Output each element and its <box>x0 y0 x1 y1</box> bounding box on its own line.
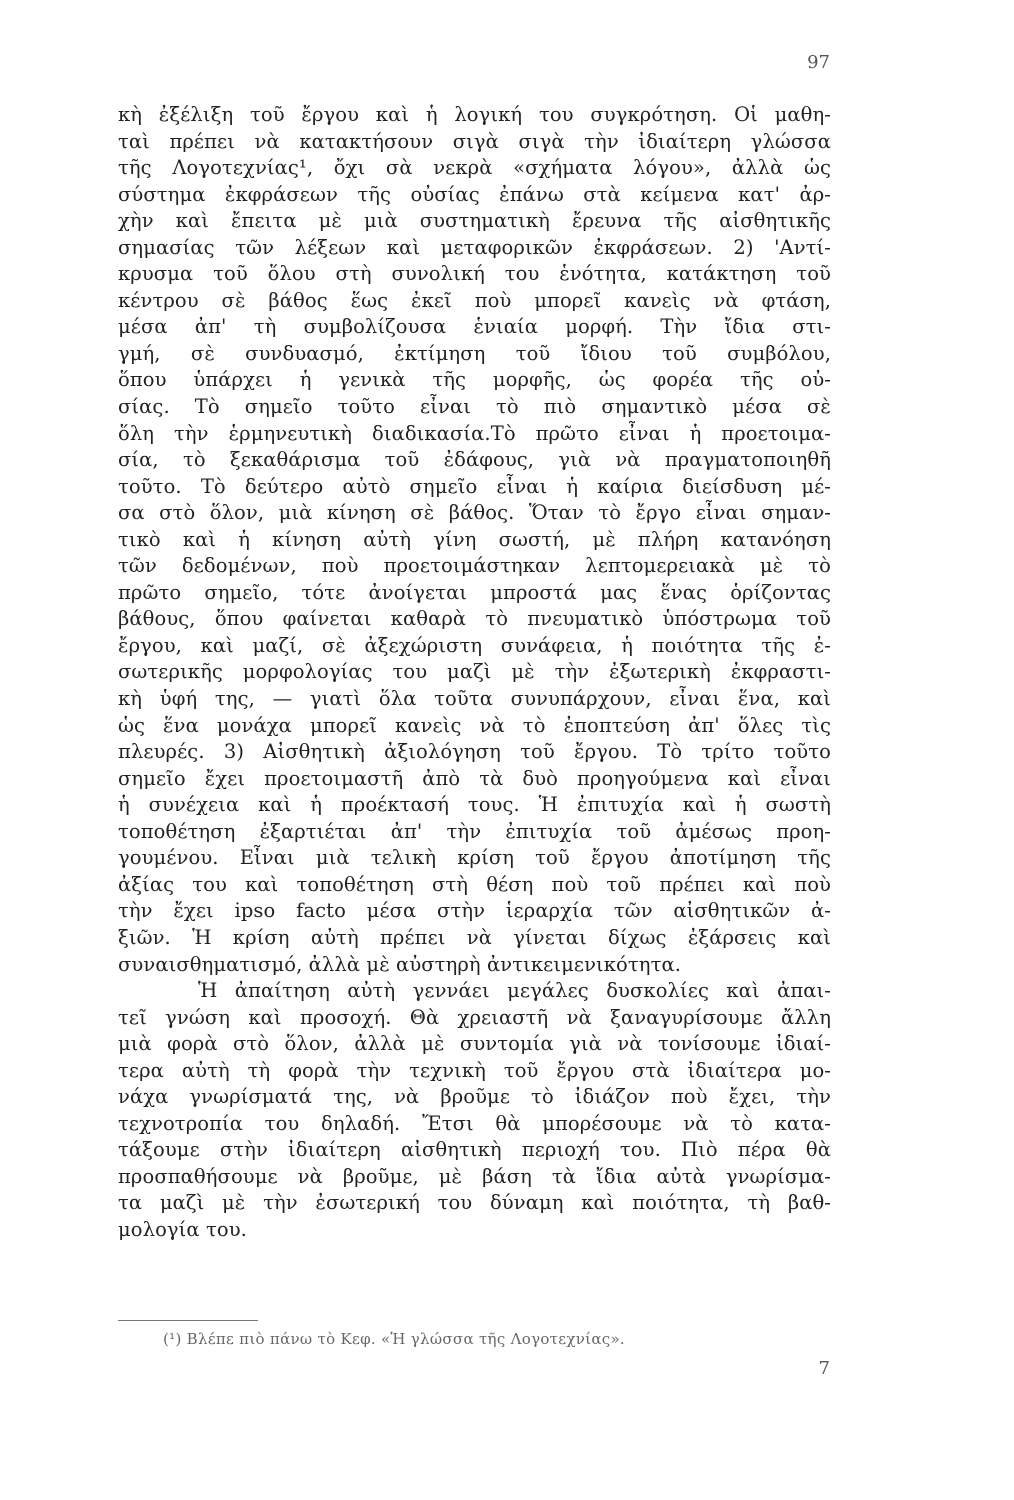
footnote: (¹) Βλέπε πιὸ πάνω τὸ Κεφ. «Ἡ γλώσσα τῆς Λογοτεχνίας». <box>163 1330 625 1348</box>
text-line: τεχνοτροπία του δηλαδή. Ἔτσι θὰ μπορέσουμε νὰ τὸ κατα- <box>118 1111 831 1135</box>
text-line: σωτερικῆς μορφολογίας του μαζὶ μὲ τὴν ἐξωτερικὴ ἐκφραστι- <box>118 660 831 684</box>
text-line: ἡ συνέχεια καὶ ἡ προέκτασή τους. Ἡ ἐπιτυχία καὶ ἡ σωστὴ <box>118 793 831 817</box>
text-line: σημεῖο ἔχει προετοιμαστῆ ἀπὸ τὰ δυὸ προηγούμενα καὶ εἶναι <box>118 766 831 790</box>
page-number: 97 <box>807 52 830 73</box>
text-line: γμή, σὲ συνδυασμό, ἐκτίμηση τοῦ ἴδιου τοῦ συμβόλου, <box>118 341 831 365</box>
text-line: τεῖ γνώση καὶ προσοχή. Θὰ χρειαστῆ νὰ ξαναγυρίσουμε ἄλλη <box>118 1005 831 1029</box>
text-line: σύστημα ἐκφράσεων τῆς οὐσίας ἐπάνω στὰ κείμενα κατ' ἀρ- <box>118 182 831 206</box>
footnote-rule <box>118 1320 258 1321</box>
text-line: σημασίας τῶν λέξεων καὶ μεταφορικῶν ἐκφράσεων. 2) 'Αντί- <box>118 235 831 259</box>
text-line: κέντρου σὲ βάθος ἕως ἐκεῖ ποὺ μπορεῖ κανεὶς νὰ φτάση, <box>118 288 831 312</box>
text-line: χὴν καὶ ἔπειτα μὲ μιὰ συστηματικὴ ἔρευνα τῆς αἰσθητικῆς <box>118 209 831 233</box>
text-line: πλευρές. 3) Αἰσθητικὴ ἀξιολόγηση τοῦ ἔργου. Τὸ τρίτο τοῦτο <box>118 740 831 764</box>
text-line: προσπαθήσουμε νὰ βροῦμε, μὲ βάση τὰ ἴδια αὐτὰ γνωρίσμα- <box>118 1164 831 1188</box>
text-line: κρυσμα τοῦ ὅλου στὴ συνολική του ἑνότητα, κατάκτηση τοῦ <box>118 262 831 286</box>
text-line: ὅπου ὑπάρχει ἡ γενικὰ τῆς μορφῆς, ὡς φορέα τῆς οὐ- <box>118 368 831 392</box>
text-line: τοῦτο. Τὸ δεύτερο αὐτὸ σημεῖο εἶναι ἡ καίρια διείσδυση μέ- <box>118 474 831 498</box>
body-text <box>118 102 831 1244</box>
text-line: τοποθέτηση ἐξαρτιέται ἀπ' τὴν ἐπιτυχία τοῦ ἀμέσως προη- <box>118 819 831 843</box>
text-line: τῶν δεδομένων, ποὺ προετοιμάστηκαν λεπτομερειακὰ μὲ τὸ <box>118 554 831 578</box>
text-line: μολογία του. <box>118 1217 247 1241</box>
text-line: γουμένου. Εἶναι μιὰ τελικὴ κρίση τοῦ ἔργου ἀποτίμηση τῆς <box>118 846 831 870</box>
text-line: κὴ ἐξέλιξη τοῦ ἔργου καὶ ἡ λογική του συγκρότηση. Οἱ μαθη- <box>118 103 831 126</box>
signature-mark: 7 <box>818 1358 830 1379</box>
text-line: Ἡ ἀπαίτηση αὐτὴ γεννάει μεγάλες δυσκολίες καὶ ἀπαι- <box>198 979 831 1003</box>
text-line: συναισθηματισμό, ἀλλὰ μὲ αὐστηρὴ ἀντικειμενικότητα. <box>118 952 682 976</box>
text-line: μέσα ἀπ' τὴ συμβολίζουσα ἑνιαία μορφή. Τὴν ἴδια στι- <box>118 315 831 339</box>
text-line: ἔργου, καὶ μαζί, σὲ ἀξεχώριστη συνάφεια, ἡ ποιότητα τῆς ἐ- <box>118 633 831 657</box>
text-line: τα μαζὶ μὲ τὴν ἐσωτερική του δύναμη καὶ ποιότητα, τὴ βαθ- <box>118 1191 831 1215</box>
text-line: ὅλη τὴν ἑρμηνευτικὴ διαδικασία.Τὸ πρῶτο εἶναι ἡ προετοιμα- <box>118 421 831 445</box>
text-line: ταὶ πρέπει νὰ κατακτήσουν σιγὰ σιγὰ τὴν ἰδιαίτερη γλώσσα <box>118 129 831 153</box>
text-line: βάθους, ὅπου φαίνεται καθαρὰ τὸ πνευματικὸ ὑπόστρωμα τοῦ <box>118 607 831 631</box>
text-line: σία, τὸ ξεκαθάρισμα τοῦ ἐδάφους, γιὰ νὰ πραγματοποιηθῆ <box>118 448 831 472</box>
text-line: τικὸ καὶ ἡ κίνηση αὐτὴ γίνη σωστή, μὲ πλήρη κατανόηση <box>118 527 831 551</box>
text-line: σίας. Τὸ σημεῖο τοῦτο εἶναι τὸ πιὸ σημαντικὸ μέσα σὲ <box>118 395 831 419</box>
text-line: νάχα γνωρίσματά της, νὰ βροῦμε τὸ ἰδιάζον ποὺ ἔχει, τὴν <box>118 1085 831 1109</box>
text-line: σα στὸ ὅλον, μιὰ κίνηση σὲ βάθος. Ὅταν τὸ ἔργο εἶναι σημαν- <box>118 501 831 525</box>
text-line: κὴ ὑφή της, — γιατὶ ὅλα τοῦτα συνυπάρχουν, εἶναι ἕνα, καὶ <box>118 687 831 711</box>
text-line: μιὰ φορὰ στὸ ὅλον, ἀλλὰ μὲ συντομία γιὰ νὰ τονίσουμε ἰδιαί- <box>118 1032 831 1056</box>
text-line: ξιῶν. Ἡ κρίση αὐτὴ πρέπει νὰ γίνεται δίχως ἐξάρσεις καὶ <box>118 925 831 949</box>
text-line: ὡς ἕνα μονάχα μπορεῖ κανεὶς νὰ τὸ ἐποπτεύση ἀπ' ὅλες τὶς <box>118 713 831 737</box>
text-line: πρῶτο σημεῖο, τότε ἀνοίγεται μπροστά μας ἕνας ὁρίζοντας <box>118 580 831 604</box>
text-line: τῆς Λογοτεχνίας¹, ὄχι σὰ νεκρὰ «σχήματα λόγου», ἀλλὰ ὡς <box>118 156 831 180</box>
text-line: τερα αὐτὴ τὴ φορὰ τὴν τεχνικὴ τοῦ ἔργου στὰ ἰδιαίτερα μο- <box>118 1058 831 1082</box>
text-line: τὴν ἔχει ipso facto μέσα στὴν ἱεραρχία τῶν αἰσθητικῶν ἀ- <box>118 899 831 923</box>
text-line: τάξουμε στὴν ἰδιαίτερη αἰσθητικὴ περιοχή του. Πιὸ πέρα θὰ <box>118 1138 831 1162</box>
text-line: ἀξίας του καὶ τοποθέτηση στὴ θέση ποὺ τοῦ πρέπει καὶ ποὺ <box>118 872 831 896</box>
